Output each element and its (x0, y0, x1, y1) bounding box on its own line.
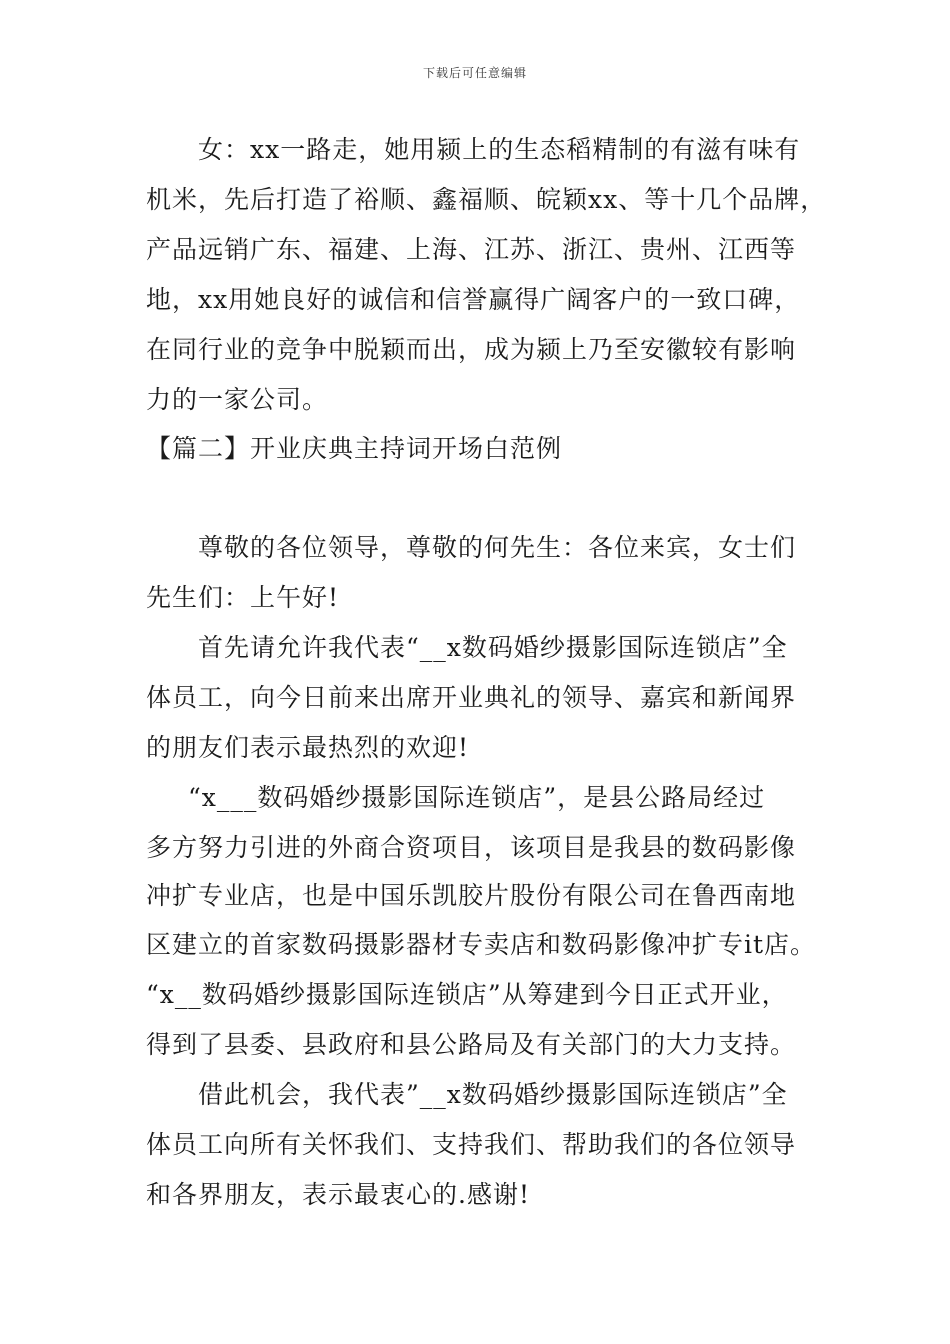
paragraph-line: 的朋友们表示最热烈的欢迎! (146, 733, 470, 762)
paragraph-line: 多方努力引进的外商合资项目，该项目是我县的数码影像 (146, 833, 797, 862)
paragraph-line: “x__数码婚纱摄影国际连锁店”从筹建到今日正式开业， (146, 980, 788, 1009)
paragraph-line: 区建立的首家数码摄影器材专卖店和数码影像冲扩专it店。 (146, 930, 817, 959)
paragraph-line: 在同行业的竞争中脱颖而出，成为颍上乃至安徽较有影响 (146, 335, 797, 364)
paragraph-line: 首先请允许我代表“__x数码婚纱摄影国际连锁店”全 (198, 633, 788, 662)
section-heading: 【篇二】开业庆典主持词开场白范例 (146, 434, 563, 463)
paragraph-line: 先生们：上午好! (146, 583, 340, 612)
paragraph-line: “x___数码婚纱摄影国际连锁店”，是县公路局经过 (188, 783, 766, 812)
paragraph-line: 地，xx用她良好的诚信和信誉赢得广阔客户的一致口碑， (146, 285, 801, 314)
paragraph-line: 机米，先后打造了裕顺、鑫福顺、皖颖xx、等十几个品牌， (146, 185, 827, 214)
header-note: 下载后可任意编辑 (422, 66, 527, 80)
paragraph-line: 借此机会，我代表”__x数码婚纱摄影国际连锁店”全 (198, 1080, 788, 1109)
paragraph-line: 体员工，向今日前来出席开业典礼的领导、嘉宾和新闻界 (146, 683, 797, 712)
paragraph-line: 体员工向所有关怀我们、支持我们、帮助我们的各位领导 (146, 1130, 797, 1159)
paragraph-line: 产品远销广东、福建、上海、江苏、浙江、贵州、江西等 (146, 235, 797, 264)
paragraph-line: 和各界朋友，表示最衷心的.感谢! (146, 1180, 530, 1209)
paragraph-line: 冲扩专业店，也是中国乐凯胶片股份有限公司在鲁西南地 (146, 881, 797, 910)
paragraph-line: 力的一家公司。 (146, 385, 329, 414)
paragraph-line: 得到了县委、县政府和县公路局及有关部门的大力支持。 (146, 1030, 797, 1059)
paragraph-line: 尊敬的各位领导，尊敬的何先生：各位来宾，女士们 (198, 533, 797, 562)
paragraph-line: 女：xx一路走，她用颍上的生态稻精制的有滋有味有 (198, 135, 801, 164)
